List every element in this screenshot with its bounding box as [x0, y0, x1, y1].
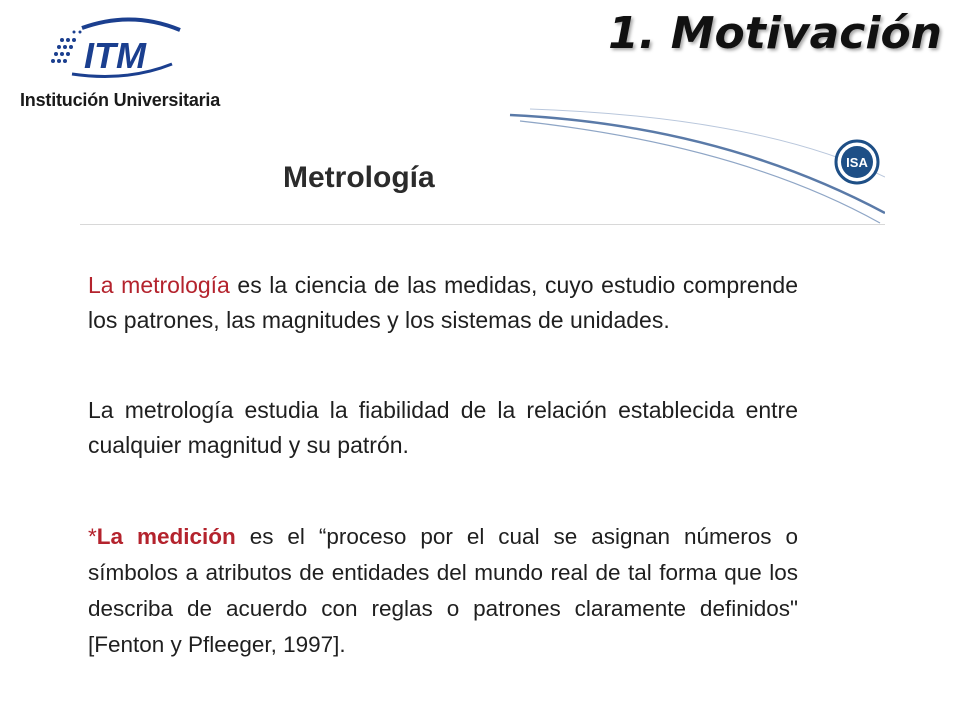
- embedded-slide: [80, 105, 885, 720]
- isa-badge-text: ISA: [846, 155, 868, 170]
- paragraph-reliability: La metrología estudia la fiabilidad de la relación establecida entre cualquier magnitud y su patrón.: [88, 397, 798, 458]
- logo-brand-text: ITM: [84, 35, 146, 76]
- logo-caption: Institución Universitaria: [20, 90, 221, 110]
- paragraph-definition-text: es la ciencia de las medidas, cuyo estudio comprende los patrones, las magnitudes y los sistemas de unidades.: [88, 272, 798, 333]
- term-medicion: La medición: [96, 524, 236, 549]
- paragraph-definition: [88, 268, 798, 338]
- itm-logo-mark: [12, 12, 212, 92]
- section-heading: Metrología: [283, 161, 435, 194]
- paragraph-medicion-text: es el “proceso por el cual se asignan números o símbolos a atributos de entidades del mundo real de tal forma que los describa de acuerdo con reglas o patrones claramente definidos" [Fenton y Pfleeger, 1997].: [88, 524, 798, 657]
- paragraph-medicion: [88, 519, 798, 663]
- term-metrologia: La metrología: [88, 272, 230, 298]
- asterisk: *: [88, 524, 97, 549]
- slide-title: 1. Motivación: [608, 8, 942, 59]
- isa-badge-icon: [832, 137, 882, 187]
- divider: [80, 224, 885, 225]
- swoosh-decoration: [80, 105, 885, 225]
- itm-logo: [12, 12, 221, 112]
